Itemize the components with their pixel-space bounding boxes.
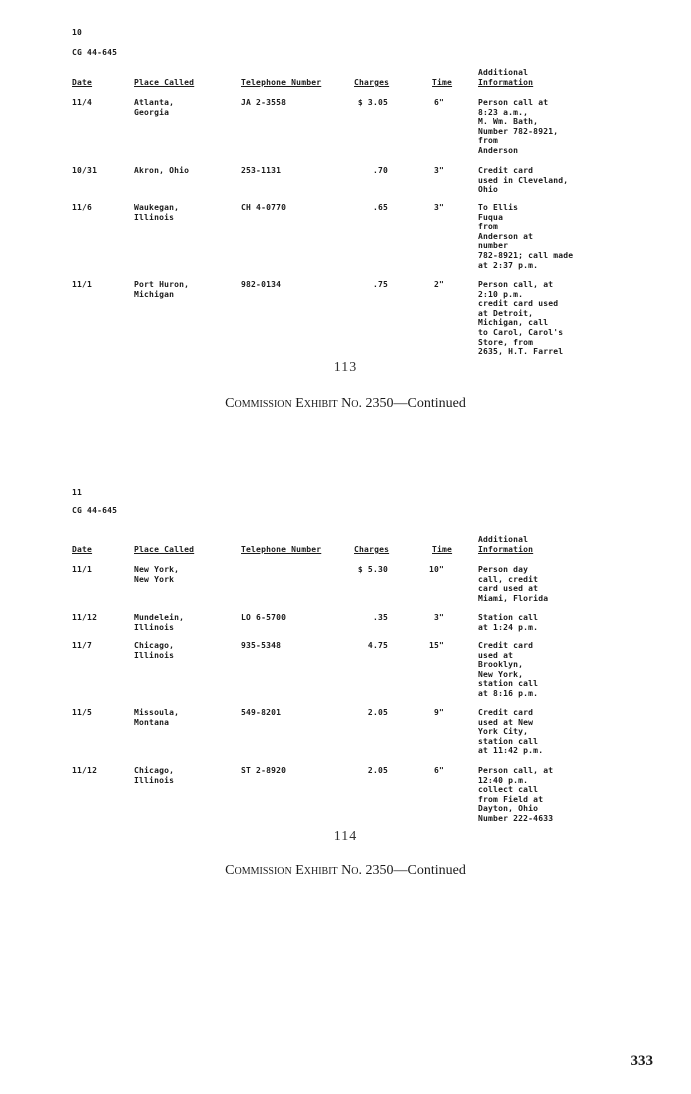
cell-info: To Ellis Fuqua from Anderson at number 782-8921; call made at 2:37 p.m.	[478, 203, 574, 270]
cell-time: 2"	[433, 280, 444, 289]
header-phone: Telephone Number	[241, 78, 322, 87]
cell-phone: CH 4-0770	[241, 203, 287, 212]
cell-phone: 253-1131	[241, 166, 282, 175]
cell-place: Mundelein, Illinois	[134, 613, 185, 632]
caption-prefix: Commission Exhibit No.	[225, 863, 362, 878]
header-charges: Charges	[354, 78, 390, 87]
header-info-line1: Additional	[478, 535, 529, 544]
page-mark: 114	[333, 829, 358, 844]
cell-place: Chicago, Illinois	[134, 766, 175, 785]
cell-place: Akron, Ohio	[134, 166, 190, 175]
cell-phone: 935-5348	[241, 641, 282, 650]
header-place: Place Called	[134, 78, 195, 87]
cell-charges: .75	[372, 280, 388, 289]
cell-info: Person call, at 12:40 p.m. collect call from Field at Dayton, Ohio Number 222-4633	[478, 766, 554, 823]
cell-info: Person call, at 2:10 p.m. credit card used at Detroit, Michigan, call to Carol, Carol's Store, from 2635, H.T. Farrel	[478, 280, 564, 357]
header-charges: Charges	[354, 545, 390, 554]
cell-charges: 2.05	[367, 766, 388, 775]
file-number: CG 44-645	[72, 48, 118, 57]
cell-info: Station call at 1:24 p.m.	[478, 613, 539, 632]
cell-info: Person call at 8:23 a.m., M. Wm. Bath, Number 782-8921, from Anderson	[478, 98, 559, 155]
cell-date: 11/12	[72, 766, 98, 775]
header-info-line2: Information	[478, 545, 534, 554]
cell-time: 10"	[428, 565, 444, 574]
cell-place: Chicago, Illinois	[134, 641, 175, 660]
cell-time: 3"	[433, 613, 444, 622]
header-time: Time	[432, 545, 453, 554]
header-place: Place Called	[134, 545, 195, 554]
cell-phone: JA 2-3558	[241, 98, 287, 107]
cell-time: 6"	[433, 766, 444, 775]
cell-charges: $ 3.05	[357, 98, 388, 107]
cell-time: 9"	[433, 708, 444, 717]
header-phone: Telephone Number	[241, 545, 322, 554]
cell-time: 3"	[433, 166, 444, 175]
header-info-line1: Additional	[478, 68, 529, 77]
cell-charges: .65	[372, 203, 388, 212]
cell-time: 15"	[428, 641, 444, 650]
cell-charges: $ 5.30	[357, 565, 388, 574]
caption-suffix: 2350—Continued	[365, 863, 466, 878]
cell-place: Missoula, Montana	[134, 708, 180, 727]
cell-date: 11/5	[72, 708, 93, 717]
header-date: Date	[72, 78, 93, 87]
cell-place: New York, New York	[134, 565, 180, 584]
cell-date: 10/31	[72, 166, 98, 175]
header-time: Time	[432, 78, 453, 87]
cell-info: Credit card used in Cleveland, Ohio	[478, 166, 569, 195]
header-info-line2: Information	[478, 78, 534, 87]
cell-place: Atlanta, Georgia	[134, 98, 175, 117]
cell-charges: .70	[372, 166, 388, 175]
cell-date: 11/1	[72, 565, 93, 574]
cell-phone: 549-8201	[241, 708, 282, 717]
cell-time: 3"	[433, 203, 444, 212]
cell-info: Credit card used at Brooklyn, New York, station call at 8:16 p.m.	[478, 641, 539, 698]
cell-time: 6"	[433, 98, 444, 107]
page-label: 10	[72, 28, 83, 37]
cell-date: 11/1	[72, 280, 93, 289]
cell-phone: LO 6-5700	[241, 613, 287, 622]
exhibit-caption	[0, 863, 691, 879]
page-label: 11	[72, 488, 83, 497]
cell-charges: 2.05	[367, 708, 388, 717]
cell-info: Credit card used at New York City, station call at 11:42 p.m.	[478, 708, 544, 756]
header-date: Date	[72, 545, 93, 554]
cell-place: Port Huron, Michigan	[134, 280, 190, 299]
cell-phone: 982-0134	[241, 280, 282, 289]
cell-date: 11/7	[72, 641, 93, 650]
page-number: 333	[630, 1053, 653, 1069]
cell-date: 11/4	[72, 98, 93, 107]
cell-charges: .35	[372, 613, 388, 622]
cell-phone: ST 2-8920	[241, 766, 287, 775]
page-mark: 113	[333, 360, 358, 375]
exhibit-caption	[0, 396, 691, 412]
caption-suffix: 2350—Continued	[365, 396, 466, 411]
cell-charges: 4.75	[367, 641, 388, 650]
cell-date: 11/6	[72, 203, 93, 212]
cell-place: Waukegan, Illinois	[134, 203, 180, 222]
cell-info: Person day call, credit card used at Miami, Florida	[478, 565, 549, 603]
cell-date: 11/12	[72, 613, 98, 622]
caption-prefix: Commission Exhibit No.	[225, 396, 362, 411]
file-number: CG 44-645	[72, 506, 118, 515]
